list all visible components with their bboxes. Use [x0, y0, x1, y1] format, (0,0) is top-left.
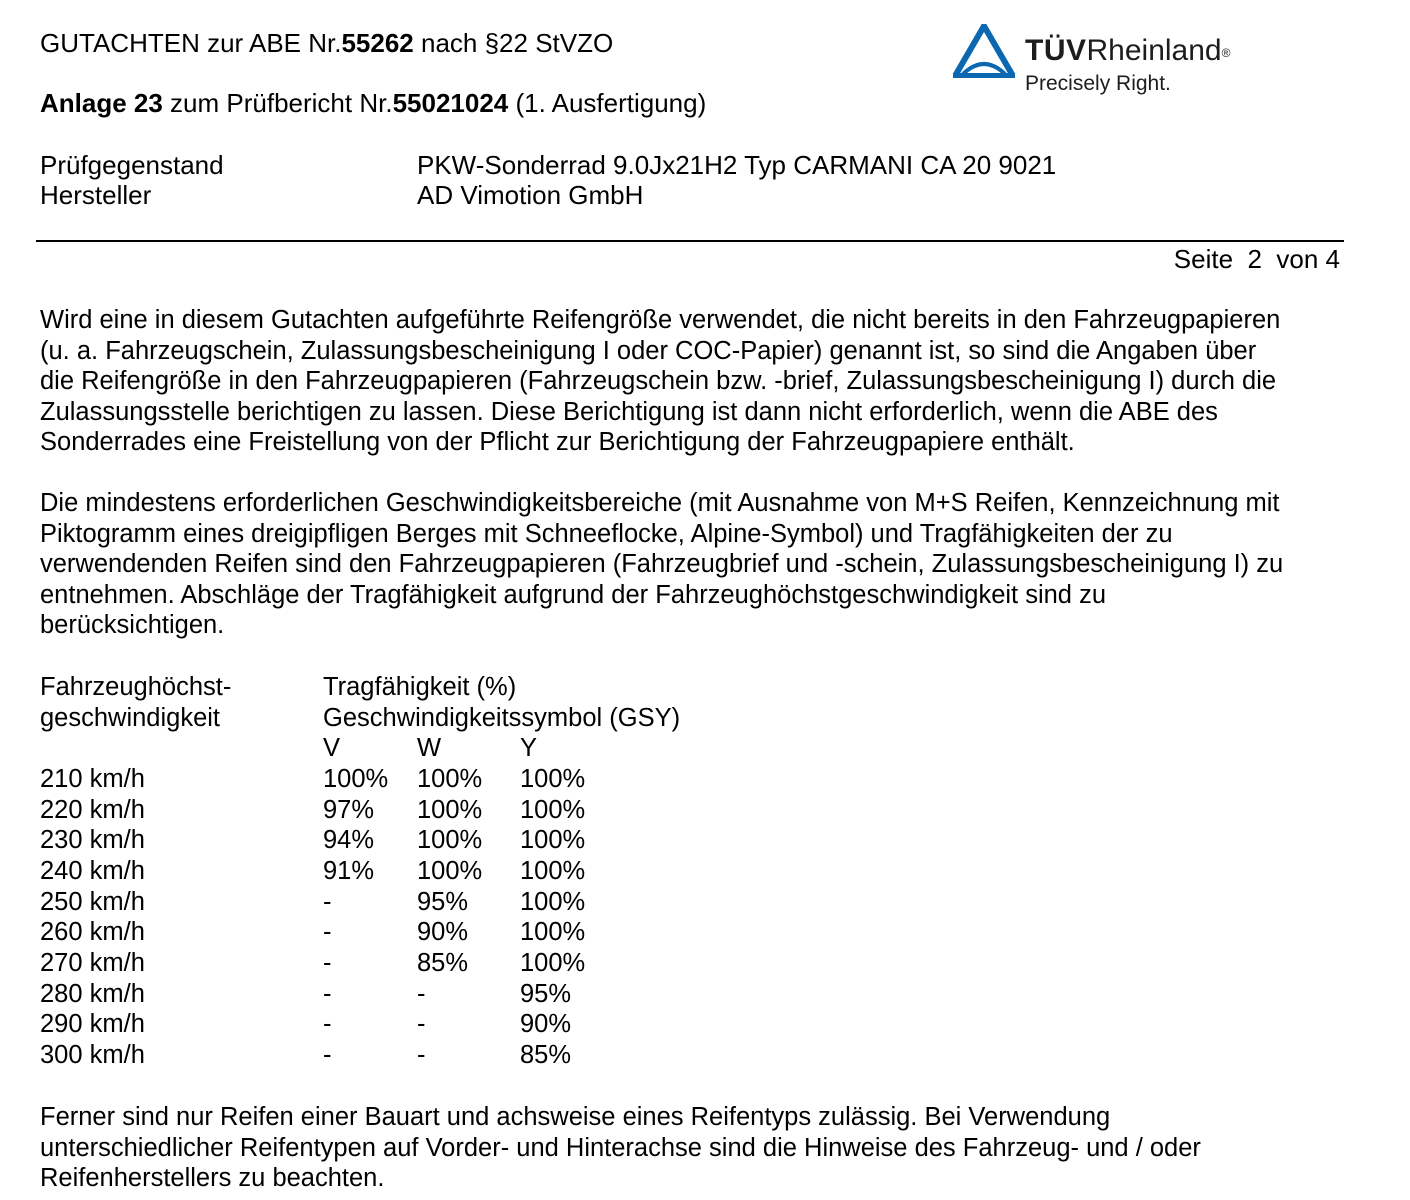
- annex-suffix: (1. Ausfertigung): [508, 88, 707, 118]
- cell-speed: 230 km/h: [40, 826, 145, 854]
- maker-value: AD Vimotion GmbH: [417, 180, 644, 210]
- cell-y: 100%: [520, 888, 586, 916]
- cell-w: 100%: [417, 796, 483, 824]
- cell-speed: 300 km/h: [40, 1041, 145, 1069]
- paragraph-line: Sonderrades eine Freistellung von der Pflicht zur Berichtigung der Fahrzeugpapiere enthält.: [40, 428, 1075, 457]
- cell-v: -: [323, 1041, 332, 1069]
- cell-speed: 270 km/h: [40, 949, 145, 977]
- cell-y: 100%: [520, 949, 586, 977]
- cell-w: 100%: [417, 826, 483, 854]
- cell-y: 85%: [520, 1041, 572, 1069]
- logo-registered: ®: [1221, 46, 1231, 60]
- paragraph-line: Wird eine in diesem Gutachten aufgeführte Reifengröße verwendet, die nicht bereits in den Fahrzeugpapieren: [40, 306, 1281, 334]
- paragraph-line: berücksichtigen.: [40, 611, 225, 640]
- cell-y: 100%: [520, 765, 586, 793]
- paragraph-line: die Reifengröße in den Fahrzeugpapieren (Fahrzeugschein bzw. -brief, Zulassungsbescheinigung I) durch die: [40, 367, 1277, 396]
- paragraph-2: [40, 488, 1283, 641]
- table-head-load-2: Geschwindigkeitssymbol (GSY): [323, 704, 681, 732]
- column-y: Y: [520, 734, 538, 762]
- paragraph-line: verwendenden Reifen sind den Fahrzeugpapieren (Fahrzeugbrief und -schein, Zulassungsbescheinigung I) zu: [40, 550, 1284, 579]
- cell-y: 95%: [520, 980, 572, 1008]
- paragraph-line: entnehmen. Abschläge der Tragfähigkeit aufgrund der Fahrzeughöchstgeschwindigkeit sind zu: [40, 580, 1107, 609]
- paragraph-line: unterschiedlicher Reifentypen auf Vorder- und Hinterachse sind die Hinweise des Fahrzeug- und / oder: [40, 1133, 1201, 1162]
- cell-y: 100%: [520, 857, 586, 885]
- maker-label: Hersteller: [40, 180, 152, 210]
- cell-w: -: [417, 980, 426, 1008]
- cell-w: -: [417, 1010, 426, 1038]
- paragraph-line: Reifenherstellers zu beachten.: [40, 1164, 385, 1193]
- column-v: V: [323, 734, 341, 762]
- subject-value: PKW-Sonderrad 9.0Jx21H2 Typ CARMANI CA 20 9021: [417, 150, 1057, 180]
- paragraph-line: Die mindestens erforderlichen Geschwindigkeitsbereiche (mit Ausnahme von M+S Reifen, Kennzeichnung mit: [40, 489, 1280, 517]
- title-suffix: nach §22 StVZO: [413, 28, 614, 58]
- logo-brand: [1025, 34, 1230, 68]
- paragraph-1: [40, 305, 1280, 458]
- column-w: W: [417, 734, 442, 762]
- paragraph-line: (u. a. Fahrzeugschein, Zulassungsbescheinigung I oder COC-Papier) genannt ist, so sind die Angaben über: [40, 336, 1257, 365]
- table-head-speed-1: Fahrzeughöchst-: [40, 673, 232, 701]
- cell-v: 97%: [323, 796, 375, 824]
- abe-number: 55262: [341, 28, 414, 58]
- title-prefix: GUTACHTEN zur ABE Nr.: [40, 28, 342, 58]
- paragraph-line: Piktogramm eines dreigipfligen Berges mit Schneeflocke, Alpine-Symbol) und Tragfähigkeiten der zu: [40, 519, 1173, 548]
- cell-v: 91%: [323, 857, 375, 885]
- paragraph-line: Ferner sind nur Reifen einer Bauart und achsweise eines Reifentyps zulässig. Bei Verwendung: [40, 1103, 1111, 1131]
- table-head-speed-2: geschwindigkeit: [40, 704, 221, 732]
- cell-speed: 210 km/h: [40, 765, 145, 793]
- paragraph-line: Zulassungsstelle berichtigen zu lassen. Diese Berichtigung ist dann nicht erforderlich, wenn die ABE des: [40, 397, 1218, 426]
- tuv-logo: [953, 22, 1253, 102]
- annex-line: [40, 88, 706, 118]
- subject-label: Prüfgegenstand: [40, 150, 224, 180]
- cell-speed: 240 km/h: [40, 857, 145, 885]
- cell-w: -: [417, 1041, 426, 1069]
- cell-v: -: [323, 918, 332, 946]
- cell-y: 90%: [520, 1010, 572, 1038]
- cell-speed: 280 km/h: [40, 980, 145, 1008]
- cell-v: 100%: [323, 765, 389, 793]
- cell-w: 85%: [417, 949, 469, 977]
- cell-y: 100%: [520, 796, 586, 824]
- cell-y: 100%: [520, 918, 586, 946]
- cell-v: 94%: [323, 826, 375, 854]
- paragraph-3: [40, 1102, 1201, 1194]
- cell-v: -: [323, 980, 332, 1008]
- tuv-triangle-icon: [953, 24, 1015, 78]
- header-divider: [36, 240, 1344, 242]
- cell-w: 90%: [417, 918, 469, 946]
- cell-w: 100%: [417, 765, 483, 793]
- cell-w: 100%: [417, 857, 483, 885]
- cell-speed: 260 km/h: [40, 918, 145, 946]
- logo-slogan: Precisely Right.: [1025, 72, 1171, 95]
- cell-w: 95%: [417, 888, 469, 916]
- page-info: Seite 2 von 4: [1173, 244, 1340, 274]
- annex-label: Anlage 23: [40, 88, 163, 118]
- logo-brand-bold: TÜV: [1025, 34, 1087, 67]
- cell-speed: 290 km/h: [40, 1010, 145, 1038]
- logo-brand-rest: Rheinland: [1086, 34, 1222, 67]
- cell-y: 100%: [520, 826, 586, 854]
- cell-v: -: [323, 1010, 332, 1038]
- report-number: 55021024: [392, 88, 509, 118]
- cell-speed: 220 km/h: [40, 796, 145, 824]
- document-title: [40, 28, 613, 58]
- cell-v: -: [323, 949, 332, 977]
- annex-mid: zum Prüfbericht Nr.: [162, 88, 393, 118]
- cell-speed: 250 km/h: [40, 888, 145, 916]
- table-head-load-1: Tragfähigkeit (%): [323, 673, 517, 701]
- cell-v: -: [323, 888, 332, 916]
